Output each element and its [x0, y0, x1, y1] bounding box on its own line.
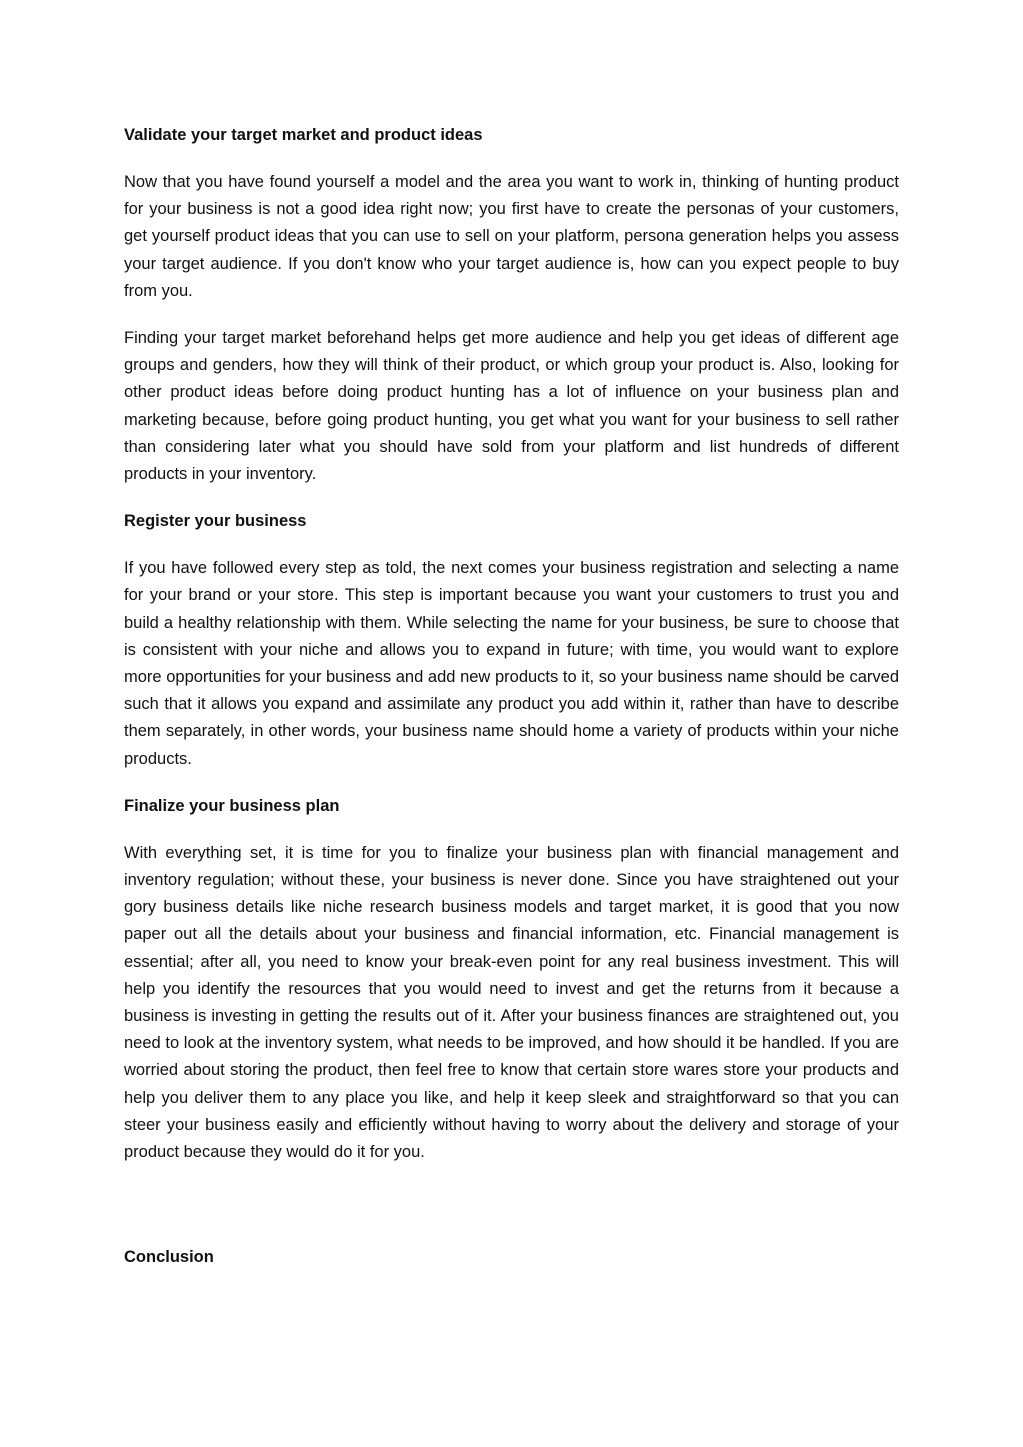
section-heading-register: Register your business — [124, 512, 307, 531]
paragraph-validate-2: Finding your target market beforehand helps get more audience and help you get ideas of different age groups and genders, how they will think of their product, or which group your product is. Also, looking for other product ideas before doing product hunting has a lot of influence on your business plan and marketing because, before going product hunting, you get what you want for your business to sell rather than considering later what you should have sold from your platform and list hundreds of different products in your inventory. — [124, 329, 899, 484]
paragraph-register-1: If you have followed every step as told, the next comes your business registration and selecting a name for your brand or your store. This step is important because you want your customers to trust you and build a healthy relationship with them. While selecting the name for your business, be sure to choose that is consistent with your niche and allows you to expand in future; with time, you would want to explore more opportunities for your business and add new products to it, so your business name should be carved such that it allows you expand and assimilate any product you add within it, rather than have to describe them separately, in other words, your business name should home a variety of products within your niche products. — [124, 559, 899, 768]
section-heading-finalize: Finalize your business plan — [124, 796, 340, 815]
blank-space — [124, 1186, 899, 1244]
document-page — [124, 122, 899, 1291]
section-heading-conclusion: Conclusion — [124, 1248, 214, 1267]
section-heading-validate: Validate your target market and product ideas — [124, 126, 483, 144]
paragraph-finalize-1: With everything set, it is time for you to finalize your business plan with financial management and inventory regulation; without these, your business is never done. Since you have straightened out your gory business details like niche research business models and target market, it is good that you now paper out all the details about your business and financial information, etc. Financial management is essential; after all, you need to know your break-even point for any real business investment. This will help you identify the resources that you would need to invest and get the returns from it because a business is investing in getting the results out of it. After your business finances are straightened out, you need to look at the inventory system, what needs to be improved, and how should it be handled. If you are worried about storing the product, then feel free to know that certain store wares store your products and help you deliver them to any place you like, and help it keep sleek and straightforward so that you can steer your business easily and efficiently without having to worry about the delivery and storage of your product because they would do it for you. — [124, 843, 899, 1162]
paragraph-validate-1: Now that you have found yourself a model and the area you want to work in, thinking of hunting product for your business is not a good idea right now; you first have to create the personas of your customers, get yourself product ideas that you can use to sell on your platform, persona generation helps you assess your target audience. If you don't know who your target audience is, how can you expect people to buy from you. — [124, 173, 899, 300]
